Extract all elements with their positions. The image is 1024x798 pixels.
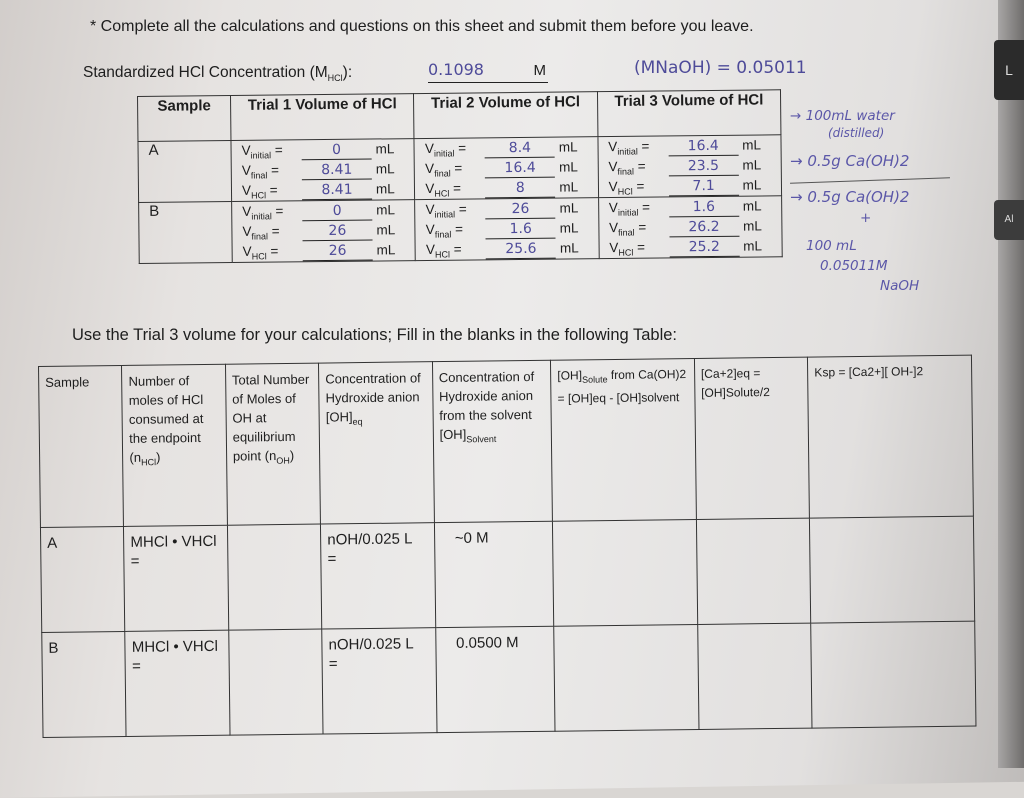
header-conc-oh: Concentration of Hydroxide anion $[OH]_{eq}$ xyxy=(319,362,434,524)
header-moles-hcl: Number of moles of HCl consumed at the endpoint $(n_{HCl})$ xyxy=(122,364,227,526)
header-trial1: Trial 1 Volume of HCl xyxy=(231,94,415,141)
input-value[interactable]: 26 xyxy=(302,223,372,242)
input-value[interactable]: 7.1 xyxy=(669,178,739,197)
input-value[interactable]: 25.6 xyxy=(486,241,556,260)
solvent-cell: ~0 M xyxy=(434,521,554,627)
trial-volume-table xyxy=(137,89,783,264)
trial-cell: $V_{initial} = 26$ mL $V_{final} = 1.6$ mL $V_{HCl} = 25.6$ mL xyxy=(415,198,599,261)
header-sample: Sample xyxy=(138,96,231,142)
oh-solute-cell[interactable] xyxy=(553,519,698,626)
header-total-oh: Total Number of Moles of OH at equilibrium point $(n_{OH})$ xyxy=(225,363,320,525)
table-header-row xyxy=(39,355,974,527)
side-note: 100 mL xyxy=(806,238,857,254)
input-value[interactable]: 23.5 xyxy=(668,158,738,177)
keyboard-key: Al xyxy=(994,200,1024,240)
input-value[interactable]: 25.2 xyxy=(669,239,739,258)
side-note: → 0.5g Ca(OH)2 xyxy=(790,188,910,206)
header-oh-solute: $[OH]_{Solute}$ from Ca(OH)2 = [OH]eq - [OH]solvent xyxy=(551,358,697,521)
trial-cell: $V_{initial} = 0$ mL $V_{final} = 8.41$ mL $V_{HCl} = 8.41$ mL xyxy=(231,139,415,202)
input-value[interactable]: 26.2 xyxy=(669,219,739,238)
sample-label: A xyxy=(40,526,125,632)
use-trial-instruction: Use the Trial 3 volume for your calculations; Fill in the blanks in the following Table: xyxy=(72,326,677,344)
side-note: → 100mL water xyxy=(790,108,895,124)
input-value[interactable]: 26 xyxy=(485,201,555,220)
input-value[interactable]: 8 xyxy=(485,180,555,199)
input-value[interactable]: 16.4 xyxy=(668,138,738,157)
trial-cell: $V_{initial} = 1.6$ mL $V_{final} = 26.2$ mL $V_{HCl} = 25.2$ mL xyxy=(598,196,782,259)
oh-solute-cell[interactable] xyxy=(554,624,699,731)
calculation-table xyxy=(38,355,976,738)
laptop-edge xyxy=(998,0,1024,768)
input-value[interactable]: 1.6 xyxy=(669,199,739,218)
total-oh-cell[interactable] xyxy=(229,629,324,735)
ca-eq-cell[interactable] xyxy=(697,623,812,729)
moles-hcl-cell[interactable]: MHCl • VHCl = xyxy=(125,630,230,736)
input-value[interactable]: 8.4 xyxy=(485,140,555,159)
input-value[interactable]: 0 xyxy=(301,142,371,161)
instructions-text: * Complete all the calculations and questions on this sheet and submit them before you leave. xyxy=(90,18,754,35)
side-note: 0.05011M xyxy=(820,258,888,274)
table-row xyxy=(40,516,974,632)
header-conc-solvent: Concentration of Hydroxide anion from the solvent $[OH]_{Solvent}$ xyxy=(432,360,552,522)
keyboard-key: L xyxy=(994,40,1024,100)
input-value[interactable]: 8.41 xyxy=(302,182,372,201)
trial-cell: $V_{initial} = 16.4$ mL $V_{final} = 23.5$ mL $V_{HCl} = 7.1$ mL xyxy=(598,135,782,198)
naoh-note: (MNaOH) = 0.05011 xyxy=(634,58,807,78)
solvent-cell: 0.0500 M xyxy=(435,626,555,732)
input-value[interactable]: 1.6 xyxy=(486,221,556,240)
ca-eq-cell[interactable] xyxy=(696,518,811,624)
input-value[interactable]: 26 xyxy=(303,243,373,262)
side-note: → 0.5g Ca(OH)2 xyxy=(790,152,910,170)
table-row xyxy=(139,196,783,264)
side-note: (distilled) xyxy=(828,126,885,140)
header-ksp: Ksp = [Ca2+][ OH-]2 xyxy=(808,355,974,518)
header-trial2: Trial 2 Volume of HCl xyxy=(414,92,598,139)
moles-hcl-cell[interactable]: MHCl • VHCl = xyxy=(124,525,229,631)
ksp-cell[interactable] xyxy=(810,516,975,623)
conc-oh-cell[interactable]: nOH/0.025 L = xyxy=(322,628,437,734)
side-note: + xyxy=(860,210,872,226)
table-row xyxy=(138,135,782,203)
standardized-label: Standardized HCl Concentration $(M_{HCl})$: xyxy=(83,64,353,84)
ksp-cell[interactable] xyxy=(811,621,976,728)
input-value[interactable]: 16.4 xyxy=(485,160,555,179)
header-trial3: Trial 3 Volume of HCl xyxy=(597,90,781,137)
input-value[interactable]: 0 xyxy=(302,203,372,222)
header-ca-eq: [Ca+2]eq = [OH]Solute/2 xyxy=(694,357,809,519)
sample-label: B xyxy=(42,631,127,737)
sample-label: B xyxy=(139,202,233,264)
header-sample: Sample xyxy=(39,365,124,527)
conc-oh-cell[interactable]: nOH/0.025 L = xyxy=(321,523,436,629)
input-value[interactable]: 8.41 xyxy=(302,162,372,181)
total-oh-cell[interactable] xyxy=(227,524,322,630)
standardized-value-field[interactable]: 0.1098 M xyxy=(428,62,548,83)
trial-cell: $V_{initial} = 8.4$ mL $V_{final} = 16.4$ mL $V_{HCl} = 8$ mL xyxy=(414,137,598,200)
trial-cell: $V_{initial} = 0$ mL $V_{final} = 26$ mL $V_{HCl} = 26$ mL xyxy=(232,200,416,263)
side-note: NaOH xyxy=(880,278,920,294)
sample-label: A xyxy=(138,141,232,203)
table-row xyxy=(42,621,976,737)
